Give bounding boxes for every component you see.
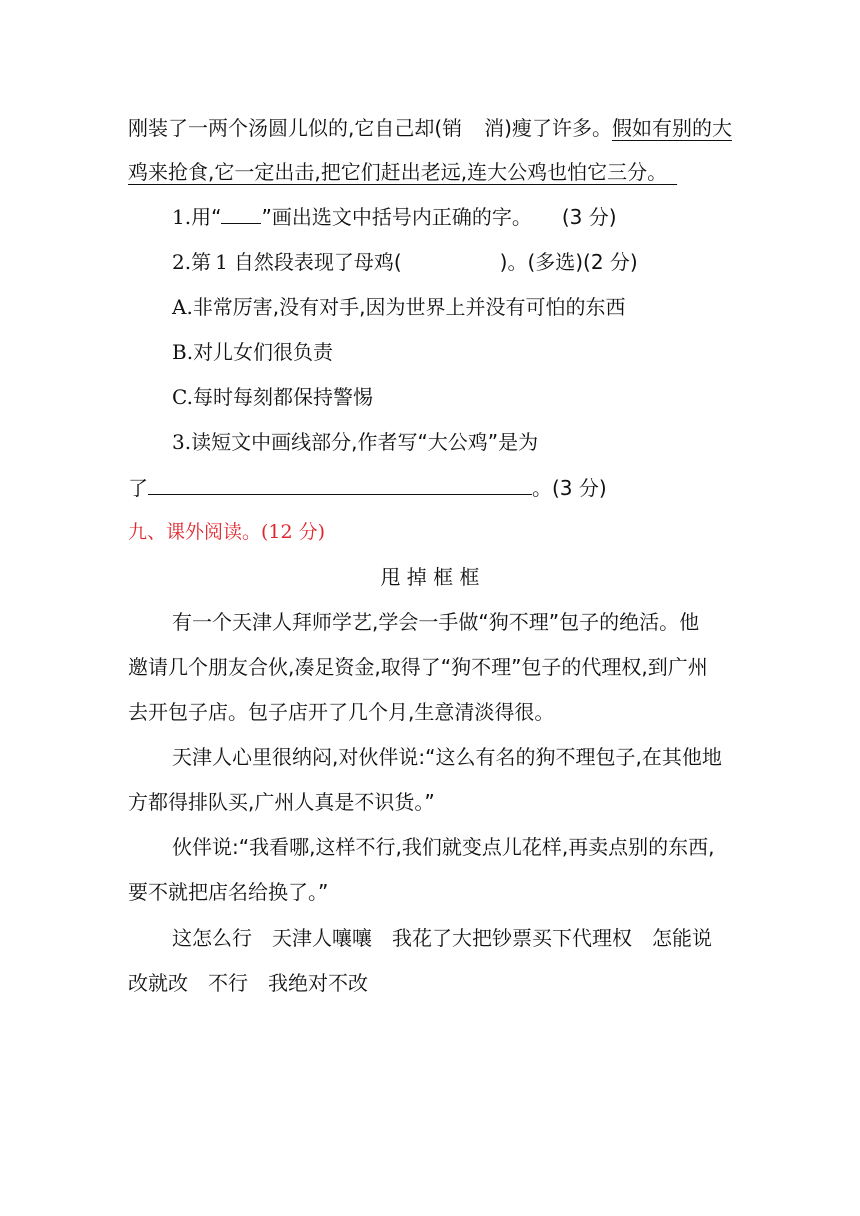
- option-text: 对儿女们很负责: [193, 340, 334, 364]
- section-heading: 九、课外阅读。(12 分): [128, 521, 326, 543]
- question-1: [172, 203, 617, 231]
- story-line: 伙伴说:“我看哪,这样不行,我们就变点儿花样,再卖点别的东西,: [172, 835, 715, 859]
- option-text: 非常厉害,没有对手,因为世界上并没有可怕的东西: [192, 295, 626, 319]
- score-label: (3 分): [561, 205, 617, 229]
- answer-blank[interactable]: [221, 205, 261, 224]
- option-c: [172, 383, 373, 411]
- passage-line-1: [128, 114, 732, 142]
- underlined-sentence: 假如有别的大: [611, 116, 732, 140]
- question-3: [172, 428, 538, 456]
- option-letter: A.: [172, 295, 193, 319]
- passage-line-2: [128, 158, 677, 186]
- story-line: 邀请几个朋友合伙,凑足资金,取得了“狗不理”包子的代理权,到广州: [128, 655, 708, 679]
- story-title: 甩 掉 框 框: [380, 565, 480, 589]
- option-a: [172, 293, 626, 321]
- story-line: 改就改 不行 我绝对不改: [128, 971, 368, 995]
- question-text: )。(多选)(2 分): [499, 250, 638, 274]
- question-text: 读短文中画线部分,作者写“大公鸡”是为: [191, 430, 539, 454]
- option-letter: B.: [172, 340, 194, 364]
- story-line: 去开包子店。包子店开了几个月,生意清淡得很。: [128, 700, 555, 724]
- question-text: ”画出选文中括号内正确的字。: [261, 205, 532, 229]
- paragraph-number: 1: [215, 250, 228, 274]
- passage-text: 消)瘦了许多。: [484, 116, 612, 140]
- story-line: 这怎么行 天津人嚷嚷 我花了大把钞票买下代理权 怎能说: [172, 926, 712, 950]
- score-label: 。(3 分): [532, 476, 607, 500]
- option-text: 每时每刻都保持警惕: [192, 385, 373, 409]
- question-3-answer-line: [128, 474, 607, 502]
- underlined-sentence: 鸡来抢食,它一定出击,把它们赶出老远,连大公鸡也怕它三分。: [128, 160, 658, 184]
- option-b: [172, 338, 333, 366]
- question-2: [172, 248, 638, 276]
- option-letter: C.: [172, 385, 193, 409]
- story-line: 天津人心里很纳闷,对伙伴说:“这么有名的狗不理包子,在其他地: [172, 745, 722, 769]
- question-text: 自然段表现了母鸡(: [233, 250, 402, 274]
- question-text: 第: [191, 250, 212, 274]
- story-line: 有一个天津人拜师学艺,学会一手做“狗不理”包子的绝活。他: [172, 610, 700, 634]
- answer-blank[interactable]: [148, 476, 532, 495]
- question-text: 用“: [191, 205, 222, 229]
- story-line: 要不就把店名给换了。”: [128, 880, 329, 904]
- question-number: 3.: [172, 430, 192, 454]
- question-number: 2.: [172, 250, 192, 274]
- story-line: 方都得排队买,广州人真是不识货。”: [128, 790, 435, 814]
- question-number: 1.: [172, 205, 192, 229]
- passage-text: 刚装了一两个汤圆儿似的,它自己却(销: [128, 116, 463, 140]
- question-text: 了: [128, 476, 148, 500]
